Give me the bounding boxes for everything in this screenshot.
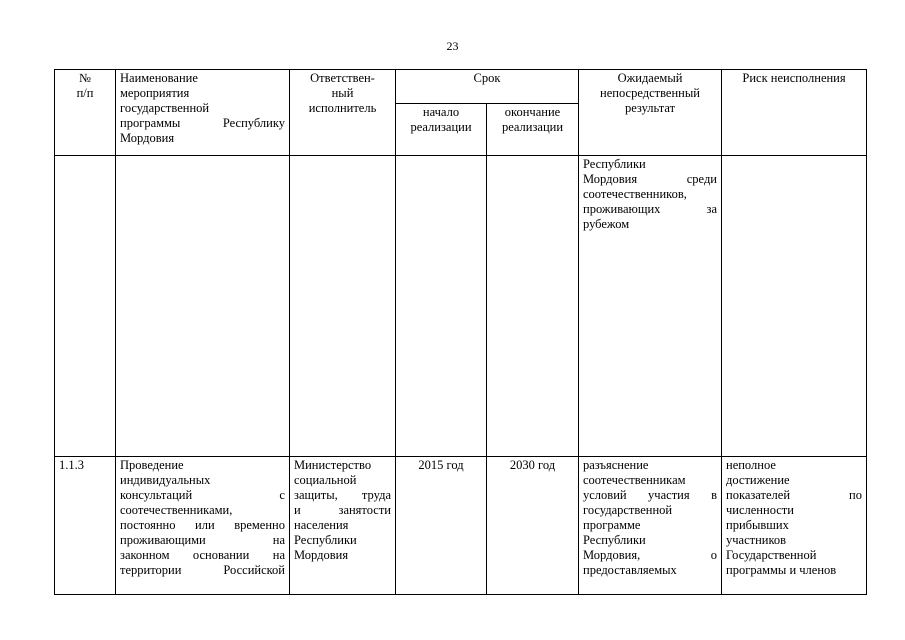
page-number: 23: [446, 39, 459, 53]
cell-start: [396, 156, 487, 457]
header-name: Наименование мероприятия государственной программы Республику Мордовия: [116, 70, 290, 156]
header-responsible: Ответствен- ный исполнитель: [290, 70, 396, 156]
header-end: окончание реализации: [487, 104, 579, 156]
header-result: Ожидаемый непосредственный результат: [579, 70, 722, 156]
cell-start: 2015 год: [396, 457, 487, 595]
header-num: № п/п: [55, 70, 116, 156]
header-risk: Риск неисполнения: [722, 70, 867, 156]
table-header-row: [55, 70, 867, 104]
header-term: Срок: [396, 70, 579, 104]
table-row: [55, 457, 867, 595]
cell-risk: неполное достижение показателей по численности прибывших участников Государственной программы и членов: [722, 457, 867, 595]
cell-risk: [722, 156, 867, 457]
cell-name: [116, 156, 290, 457]
cell-end: [487, 156, 579, 457]
cell-name: Проведение индивидуальных консультаций с соотечественниками, постоянно или временно проживающими на законном основании на территории Российской: [116, 457, 290, 595]
program-table: [54, 69, 867, 595]
cell-end: 2030 год: [487, 457, 579, 595]
cell-num: 1.1.3: [55, 457, 116, 595]
cell-responsible: [290, 156, 396, 457]
cell-num: [55, 156, 116, 457]
table-row: [55, 156, 867, 457]
cell-result: Республики Мордовия среди соотечественников, проживающих за рубежом: [579, 156, 722, 457]
header-start: начало реализации: [396, 104, 487, 156]
cell-responsible: Министерство социальной защиты, труда и занятости населения Республики Мордовия: [290, 457, 396, 595]
cell-result: разъяснение соотечественникам условий участия в государственной программе Республики Мордовия, о предоставляемых: [579, 457, 722, 595]
